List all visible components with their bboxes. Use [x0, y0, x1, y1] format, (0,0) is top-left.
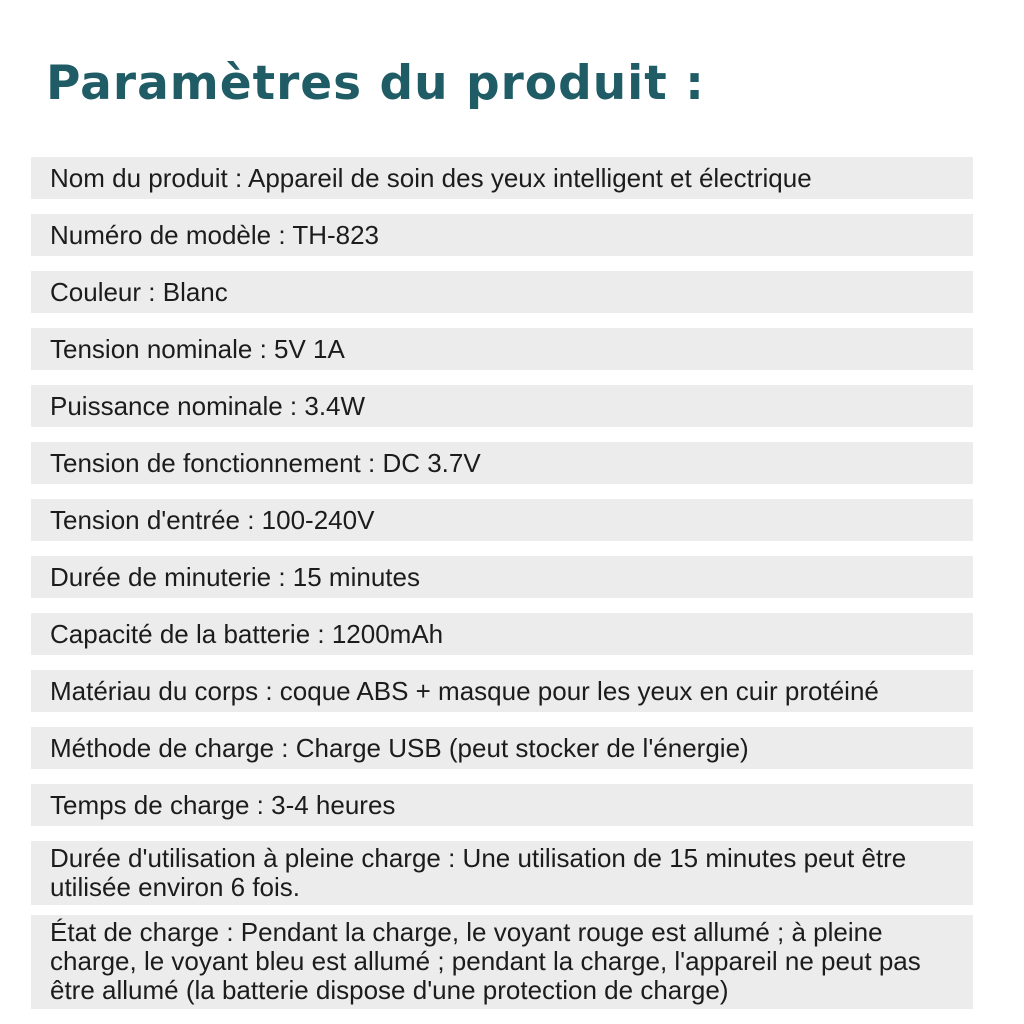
parameter-text: Matériau du corps : coque ABS + masque pour les yeux en cuir protéiné — [50, 675, 879, 706]
parameter-row-body-material — [31, 670, 973, 712]
parameter-text: Puissance nominale : 3.4W — [50, 390, 366, 421]
parameter-text: Tension d'entrée : 100-240V — [50, 504, 375, 535]
parameter-text: Tension de fonctionnement : DC 3.7V — [50, 447, 481, 478]
parameter-row-rated-power — [31, 385, 973, 427]
parameter-row-timer-duration — [31, 556, 973, 598]
page-title: Paramètres du produit : — [46, 56, 705, 111]
parameter-row-input-voltage — [31, 499, 973, 541]
parameter-list — [31, 157, 973, 1009]
parameter-row-charging-state — [31, 915, 973, 1009]
parameter-text: État de charge : Pendant la charge, le voyant rouge est allumé ; à pleine charge, le voyant bleu est allumé ; pendant la charge, l'appareil ne peut pas être allumé (la batterie dispose d'une protection de charge) — [50, 917, 921, 1005]
parameter-text: Capacité de la batterie : 1200mAh — [50, 618, 444, 649]
parameter-text: Durée de minuterie : 15 minutes — [50, 561, 420, 592]
parameter-row-charging-time — [31, 784, 973, 826]
parameter-row-charging-method — [31, 727, 973, 769]
parameter-row-color — [31, 271, 973, 313]
parameter-text: Nom du produit : Appareil de soin des yeux intelligent et électrique — [50, 162, 812, 193]
parameter-row-rated-voltage — [31, 328, 973, 370]
parameter-text: Numéro de modèle : TH-823 — [50, 219, 380, 250]
parameter-row-operating-voltage — [31, 442, 973, 484]
parameter-text: Tension nominale : 5V 1A — [50, 333, 345, 364]
parameter-row-battery-capacity — [31, 613, 973, 655]
parameter-text: Couleur : Blanc — [50, 276, 228, 307]
parameter-text: Méthode de charge : Charge USB (peut stocker de l'énergie) — [50, 732, 749, 763]
parameter-row-product-name — [31, 157, 973, 199]
parameter-row-usage-duration — [31, 841, 973, 905]
parameter-text: Temps de charge : 3-4 heures — [50, 789, 396, 820]
parameter-row-model-number — [31, 214, 973, 256]
parameter-text: Durée d'utilisation à pleine charge : Une utilisation de 15 minutes peut être utilisée environ 6 fois. — [50, 843, 907, 902]
